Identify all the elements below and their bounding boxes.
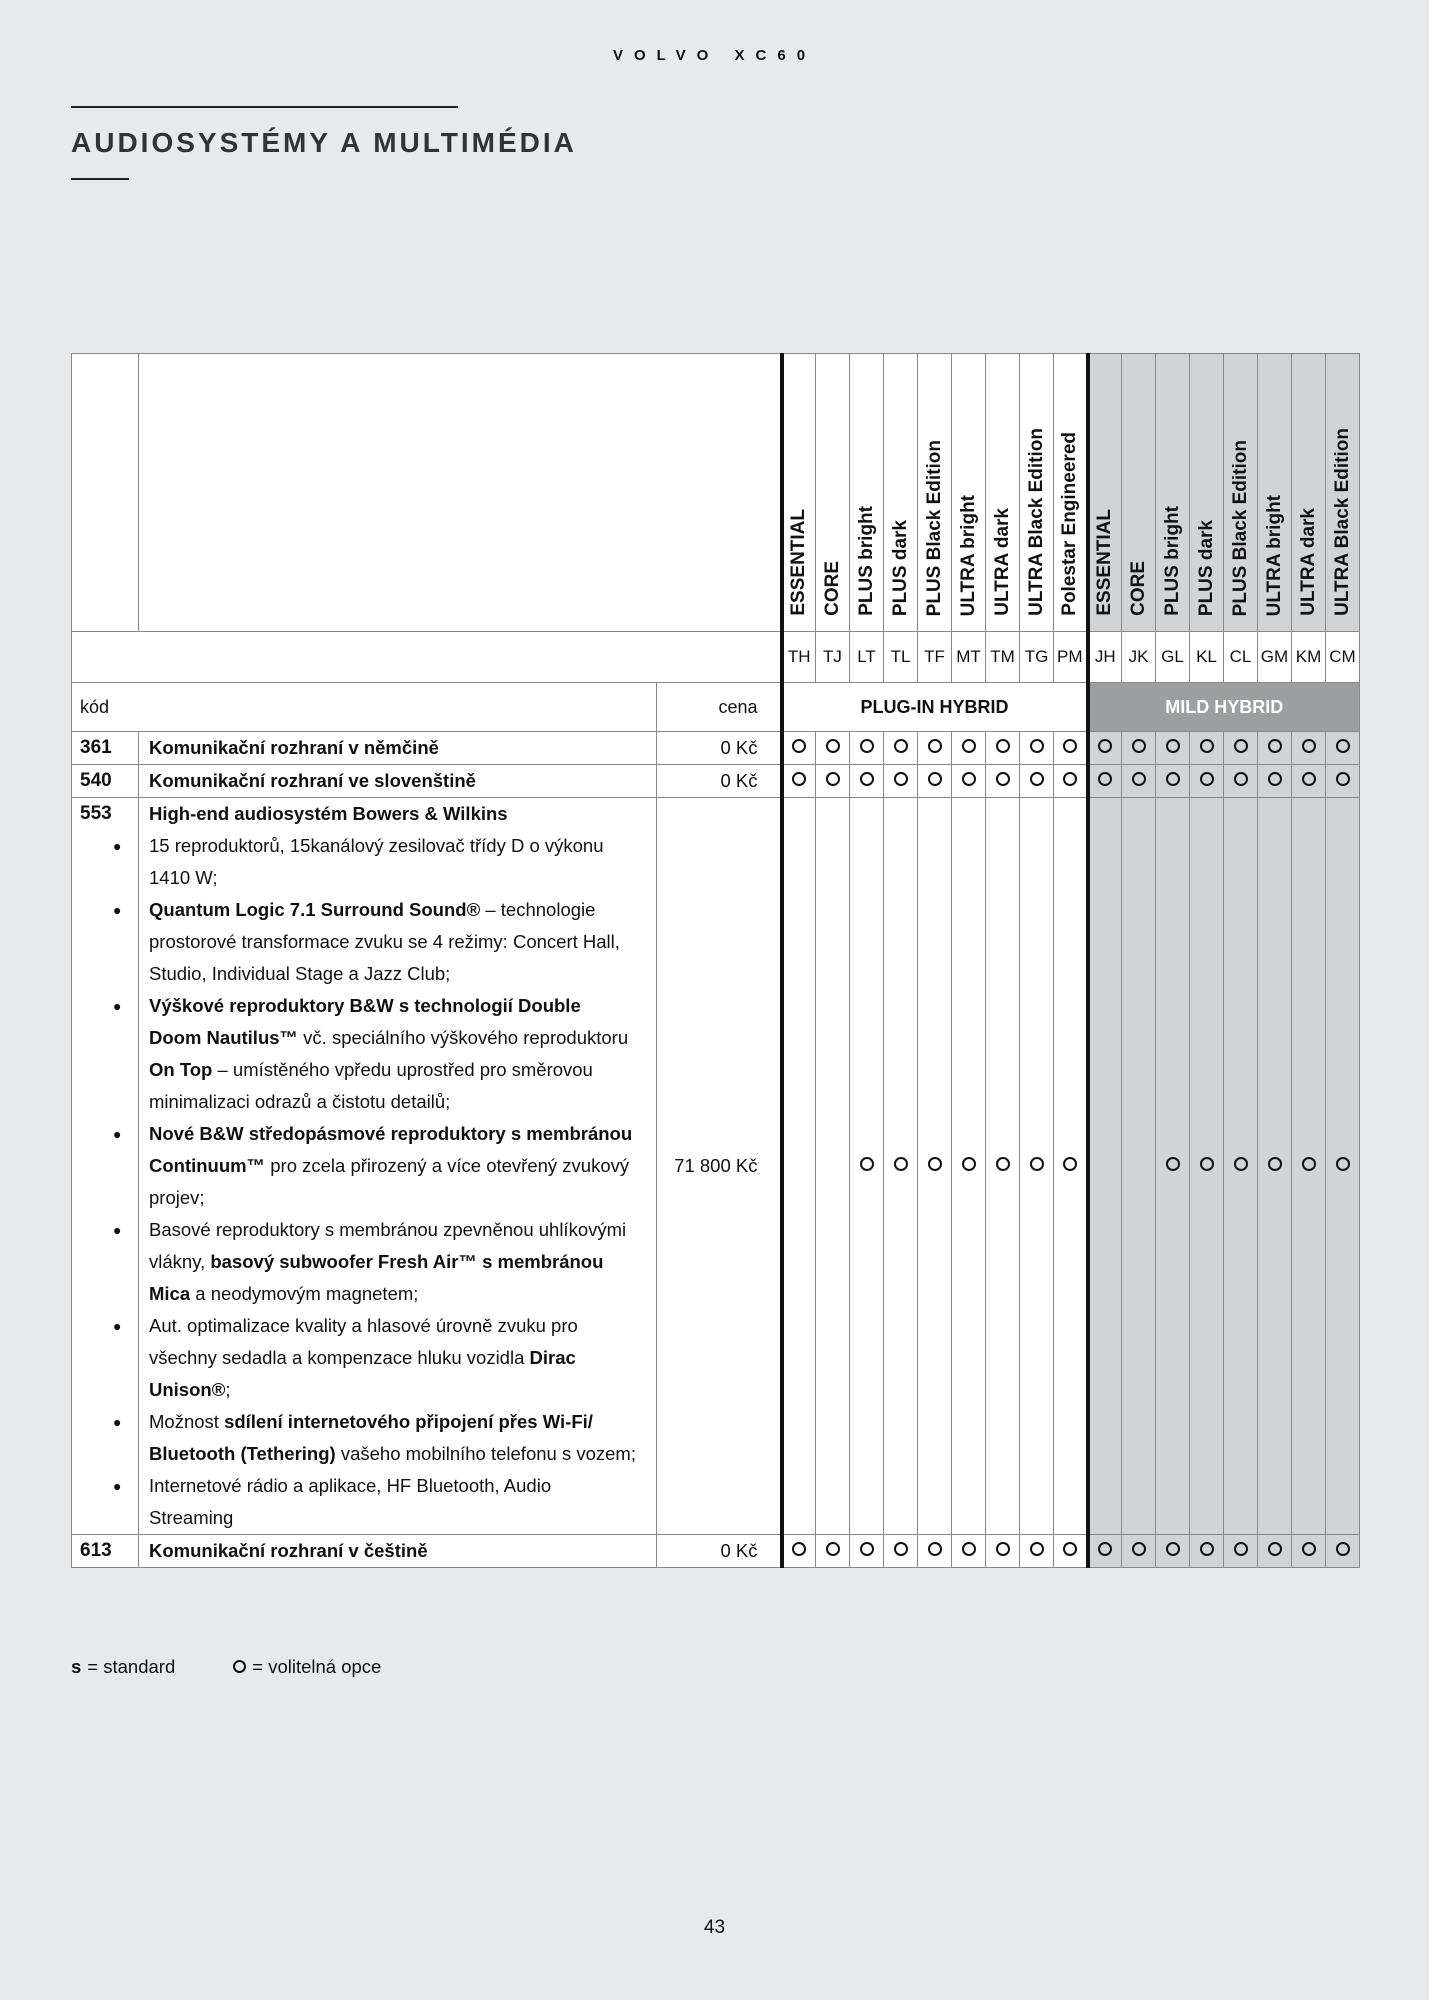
- availability-cell: [1020, 765, 1054, 798]
- option-code: [72, 732, 139, 765]
- code-row: [72, 632, 1360, 683]
- option-circle-icon: [962, 772, 976, 786]
- bullet-text: Dirac Unison®: [149, 1347, 576, 1400]
- option-circle-icon: [1268, 1542, 1282, 1556]
- availability-cell: [952, 732, 986, 765]
- availability-cell: [1292, 732, 1326, 765]
- option-circle-icon: [962, 1542, 976, 1556]
- availability-cell: [918, 765, 952, 798]
- availability-cell: [1088, 732, 1122, 765]
- bullet-icon: ●: [113, 1222, 122, 1238]
- option-circle-icon: [894, 1157, 908, 1171]
- trim-name: Polestar Engineered: [1058, 432, 1080, 616]
- bullet-icon: ●: [113, 902, 122, 918]
- availability-cell: [1088, 765, 1122, 798]
- option-circle-icon: [1030, 739, 1044, 753]
- trim-code: TJ: [816, 632, 850, 683]
- availability-cell: [850, 798, 884, 1535]
- availability-cell: [1326, 798, 1360, 1535]
- availability-cell: [782, 798, 816, 1535]
- bullet-item: [113, 1118, 656, 1214]
- bullet-text: Aut. optimalizace kvality a hlasové úrovně zvuku pro všechny sedadla a kompenzace hluku vozidla: [149, 1315, 578, 1368]
- option-circle-icon: [1200, 1157, 1214, 1171]
- option-price: 71 800 Kč: [657, 798, 782, 1535]
- divider: [71, 178, 129, 180]
- option-row: [72, 732, 1360, 765]
- trim-header: [1088, 354, 1122, 632]
- availability-cell: [816, 732, 850, 765]
- option-circle-icon: [1302, 772, 1316, 786]
- availability-cell: [1020, 732, 1054, 765]
- option-circle-icon: [1200, 1542, 1214, 1556]
- trim-code: JH: [1088, 632, 1122, 683]
- availability-cell: [1326, 1535, 1360, 1568]
- availability-cell: [952, 765, 986, 798]
- option-circle-icon: [1166, 1542, 1180, 1556]
- bullet-item: [113, 830, 656, 894]
- trim-header: [1258, 354, 1292, 632]
- option-circle-icon: [996, 772, 1010, 786]
- bullet-text: sdílení internetového připojení přes Wi-Fi/ Bluetooth (Tethering): [149, 1411, 593, 1464]
- availability-cell: [816, 765, 850, 798]
- equipment-table: [71, 353, 1360, 1568]
- option-circle-icon: [792, 739, 806, 753]
- availability-cell: [884, 798, 918, 1535]
- availability-cell: [918, 1535, 952, 1568]
- bullet-icon: ●: [113, 1318, 122, 1334]
- option-row: [72, 798, 1360, 1535]
- bullet-text: vč. speciálního výškového reproduktoru: [298, 1027, 629, 1048]
- availability-cell: [1156, 765, 1190, 798]
- availability-cell: [850, 1535, 884, 1568]
- availability-cell: [986, 732, 1020, 765]
- bullet-item: [113, 1470, 656, 1534]
- availability-cell: [1122, 732, 1156, 765]
- option-circle-icon: [1302, 1542, 1316, 1556]
- availability-cell: [1054, 798, 1088, 1535]
- availability-cell: [1054, 765, 1088, 798]
- option-circle-icon: [1234, 739, 1248, 753]
- trim-code: TM: [986, 632, 1020, 683]
- option-circle-icon: [1063, 1157, 1077, 1171]
- trim-code: TG: [1020, 632, 1054, 683]
- trim-name: PLUS bright: [1161, 506, 1183, 616]
- availability-cell: [952, 1535, 986, 1568]
- option-circle-icon: [792, 1542, 806, 1556]
- trim-name: ESSENTIAL: [1094, 509, 1116, 616]
- trim-name: ULTRA Black Edition: [1331, 428, 1353, 616]
- bullet-icon: ●: [113, 838, 122, 854]
- option-row: [72, 765, 1360, 798]
- brand-header: VOLVO XC60: [612, 47, 817, 64]
- trim-header: [884, 354, 918, 632]
- trim-code: JK: [1122, 632, 1156, 683]
- option-circle-icon: [1200, 739, 1214, 753]
- legend-standard-symbol: s: [71, 1656, 82, 1677]
- trim-header: [1190, 354, 1224, 632]
- option-circle-icon: [1132, 1542, 1146, 1556]
- option-title: Komunikační rozhraní ve slovenštině: [149, 770, 476, 791]
- option-description: [139, 765, 657, 798]
- option-circle-icon: [1030, 1157, 1044, 1171]
- trim-code: KL: [1190, 632, 1224, 683]
- option-circle-icon: [1063, 1542, 1077, 1556]
- bullet-text: Basové reproduktory s membránou zpevněnou uhlíkovými vlákny,: [149, 1219, 627, 1272]
- availability-cell: [884, 732, 918, 765]
- availability-cell: [1224, 1535, 1258, 1568]
- option-circle-icon: [1063, 739, 1077, 753]
- availability-cell: [1258, 732, 1292, 765]
- bullet-text: Možnost: [149, 1411, 225, 1432]
- option-circle-icon: [1166, 739, 1180, 753]
- option-circle-icon: [894, 739, 908, 753]
- option-circle-icon: [1030, 772, 1044, 786]
- trim-name: CORE: [821, 561, 843, 616]
- availability-cell: [1326, 732, 1360, 765]
- availability-cell: [816, 1535, 850, 1568]
- legend-option-label: = volitelná opce: [252, 1656, 382, 1677]
- bullet-text: Internetové rádio a aplikace, HF Bluetooth, Audio Streaming: [149, 1475, 552, 1528]
- bullet-text: ;: [225, 1379, 231, 1400]
- option-title: High-end audiosystém Bowers & Wilkins: [149, 803, 508, 824]
- availability-cell: [1224, 765, 1258, 798]
- availability-cell: [986, 798, 1020, 1535]
- divider: [71, 106, 458, 108]
- trim-name: PLUS dark: [889, 519, 911, 616]
- trim-header: [1224, 354, 1258, 632]
- bullet-text: – umístěného vpředu uprostřed pro směrovou minimalizaci odrazů a čistotu detailů;: [149, 1059, 593, 1112]
- availability-cell: [1258, 1535, 1292, 1568]
- option-price: 0 Kč: [657, 765, 782, 798]
- blank-cell: [139, 354, 782, 632]
- option-circle-icon: [1302, 739, 1316, 753]
- bullet-text: vašeho mobilního telefonu s vozem;: [335, 1443, 636, 1464]
- trim-code: LT: [850, 632, 884, 683]
- option-circle-icon: [996, 1157, 1010, 1171]
- trim-code: GL: [1156, 632, 1190, 683]
- trim-header: [1020, 354, 1054, 632]
- option-description: [113, 798, 657, 1535]
- availability-cell: [1258, 765, 1292, 798]
- availability-cell: [1292, 798, 1326, 1535]
- bullet-icon: ●: [113, 1478, 122, 1494]
- trim-code: KM: [1292, 632, 1326, 683]
- trim-header: [1292, 354, 1326, 632]
- option-circle-icon: [1302, 1157, 1316, 1171]
- availability-cell: [816, 798, 850, 1535]
- trim-name: PLUS bright: [855, 506, 877, 616]
- bullet-text: Výškové reproduktory B&W s technologií Double Doom Nautilus™: [149, 995, 581, 1048]
- option-price: 0 Kč: [657, 1535, 782, 1568]
- option-circle-icon: [1234, 1542, 1248, 1556]
- option-circle-icon: [860, 739, 874, 753]
- trim-header: [918, 354, 952, 632]
- option-circle-icon: [1132, 739, 1146, 753]
- trim-header: [986, 354, 1020, 632]
- trim-code: PM: [1054, 632, 1088, 683]
- header-row: [72, 354, 1360, 632]
- label-row: [72, 683, 1360, 732]
- availability-cell: [1054, 1535, 1088, 1568]
- bullet-text: – technologie prostorové transformace zvuku se 4 režimy: Concert Hall, Studio, Individual Stage a Jazz Club;: [149, 899, 620, 984]
- option-circle-icon: [1268, 772, 1282, 786]
- option-circle-icon: [996, 739, 1010, 753]
- option-circle-icon: [1098, 772, 1112, 786]
- bullet-item: [113, 1214, 656, 1310]
- availability-cell: [782, 732, 816, 765]
- option-circle-icon: [1098, 739, 1112, 753]
- option-circle-icon: [894, 1542, 908, 1556]
- bullet-text: basový subwoofer Fresh Air™ s membránou Mica: [149, 1251, 604, 1304]
- availability-cell: [1122, 798, 1156, 1535]
- option-circle-icon: [928, 1157, 942, 1171]
- option-circle-icon: [996, 1542, 1010, 1556]
- option-code-text: 613: [80, 1540, 112, 1561]
- option-circle-icon: [1268, 1157, 1282, 1171]
- trim-header: [1326, 354, 1360, 632]
- powertrain-plug-in-hybrid: PLUG-IN HYBRID: [782, 683, 1088, 732]
- availability-cell: [850, 765, 884, 798]
- option-circle-icon: [894, 772, 908, 786]
- trim-code: MT: [952, 632, 986, 683]
- trim-code: TF: [918, 632, 952, 683]
- availability-cell: [918, 798, 952, 1535]
- option-circle-icon: [962, 1157, 976, 1171]
- option-circle-icon: [1336, 1157, 1350, 1171]
- option-circle-icon: [1200, 772, 1214, 786]
- availability-cell: [1190, 765, 1224, 798]
- option-circle-icon: [860, 1157, 874, 1171]
- option-circle-icon: [1336, 1542, 1350, 1556]
- trim-code: CL: [1224, 632, 1258, 683]
- option-circle-icon: [826, 1542, 840, 1556]
- code-label-cell: [72, 683, 657, 732]
- bullet-icon: ●: [113, 1414, 122, 1430]
- availability-cell: [1190, 1535, 1224, 1568]
- bullet-text: a neodymovým magnetem;: [190, 1283, 419, 1304]
- availability-cell: [1190, 732, 1224, 765]
- trim-name: PLUS Black Edition: [1229, 439, 1251, 616]
- availability-cell: [1088, 1535, 1122, 1568]
- option-circle-icon: [826, 739, 840, 753]
- option-circle-icon: [1166, 772, 1180, 786]
- availability-cell: [782, 765, 816, 798]
- option-title: Komunikační rozhraní v češtině: [149, 1540, 428, 1561]
- availability-cell: [884, 1535, 918, 1568]
- option-circle-icon: [928, 739, 942, 753]
- legend: [71, 1656, 381, 1678]
- option-circle-icon: [928, 1542, 942, 1556]
- availability-cell: [850, 732, 884, 765]
- bullet-item: [113, 990, 656, 1118]
- availability-cell: [1292, 1535, 1326, 1568]
- bullet-icon: ●: [113, 998, 122, 1014]
- trim-name: ULTRA dark: [1297, 508, 1319, 616]
- option-description: [139, 1535, 657, 1568]
- option-description: [139, 732, 657, 765]
- bullet-text: Nové B&W středopásmové reproduktory s membránou Continuum™: [149, 1123, 633, 1176]
- availability-cell: [952, 798, 986, 1535]
- option-row: [72, 1535, 1360, 1568]
- availability-cell: [1156, 1535, 1190, 1568]
- availability-cell: [884, 765, 918, 798]
- option-circle-icon: [1030, 1542, 1044, 1556]
- page-number: 43: [703, 1917, 726, 1938]
- option-circle-icon: [826, 772, 840, 786]
- option-circle-icon: [1336, 772, 1350, 786]
- bullet-item: [113, 894, 656, 990]
- availability-cell: [1190, 798, 1224, 1535]
- trim-code: GM: [1258, 632, 1292, 683]
- trim-header: [1054, 354, 1088, 632]
- availability-cell: [1122, 1535, 1156, 1568]
- trim-header: [952, 354, 986, 632]
- bullet-item: [113, 1406, 656, 1470]
- availability-cell: [1020, 1535, 1054, 1568]
- blank-cell: [72, 632, 782, 683]
- blank-cell: [72, 354, 139, 632]
- trim-header: [816, 354, 850, 632]
- availability-cell: [986, 765, 1020, 798]
- availability-cell: [1326, 765, 1360, 798]
- availability-cell: [1088, 798, 1122, 1535]
- option-circle-icon: [962, 739, 976, 753]
- trim-name: PLUS Black Edition: [923, 439, 945, 616]
- option-circle-icon: [860, 772, 874, 786]
- trim-header: [1156, 354, 1190, 632]
- trim-code: TL: [884, 632, 918, 683]
- option-circle-icon: [860, 1542, 874, 1556]
- trim-code: TH: [782, 632, 816, 683]
- option-circle-icon: [1268, 739, 1282, 753]
- option-code: [72, 1535, 139, 1568]
- trim-header: [850, 354, 884, 632]
- bullet-text: On Top: [149, 1059, 213, 1080]
- availability-cell: [1156, 798, 1190, 1535]
- availability-cell: [1054, 732, 1088, 765]
- availability-cell: [1224, 798, 1258, 1535]
- availability-cell: [1292, 765, 1326, 798]
- bullet-icon: ●: [113, 1126, 122, 1142]
- trim-name: ULTRA Black Edition: [1025, 428, 1047, 616]
- trim-name: ULTRA bright: [957, 494, 979, 616]
- option-code-text: 361: [80, 737, 112, 758]
- availability-cell: [918, 732, 952, 765]
- code-label: kód: [80, 696, 110, 717]
- option-code-text: 540: [80, 770, 112, 791]
- bullet-text: pro zcela přirozený a více otevřený zvukový projev;: [149, 1155, 630, 1208]
- option-code: [72, 798, 139, 1535]
- option-circle-icon: [1063, 772, 1077, 786]
- trim-name: ULTRA dark: [991, 508, 1013, 616]
- availability-cell: [986, 1535, 1020, 1568]
- trim-header: [782, 354, 816, 632]
- bullet-text: 15 reproduktorů, 15kanálový zesilovač třídy D o výkonu 1410 W;: [149, 835, 604, 888]
- option-circle-icon: [792, 772, 806, 786]
- option-code-text: 553: [80, 803, 112, 824]
- trim-name: CORE: [1127, 561, 1149, 616]
- powertrain-mild-hybrid: MILD HYBRID: [1088, 683, 1360, 732]
- option-circle-icon: [1336, 739, 1350, 753]
- availability-cell: [1224, 732, 1258, 765]
- option-title: Komunikační rozhraní v němčině: [149, 737, 439, 758]
- bullet-item: [113, 1310, 656, 1406]
- bullet-text: Quantum Logic 7.1 Surround Sound®: [149, 899, 481, 920]
- availability-cell: [1156, 732, 1190, 765]
- option-circle-icon: [928, 772, 942, 786]
- option-circle-icon: [1166, 1157, 1180, 1171]
- trim-header: [1122, 354, 1156, 632]
- trim-name: ULTRA bright: [1263, 494, 1285, 616]
- availability-cell: [1122, 765, 1156, 798]
- availability-cell: [782, 1535, 816, 1568]
- legend-standard-label: = standard: [87, 1656, 176, 1677]
- price-label: cena: [657, 683, 782, 732]
- option-circle-icon: [1132, 772, 1146, 786]
- page-title: AUDIOSYSTÉMY A MULTIMÉDIA: [71, 127, 577, 158]
- option-circle-icon: [233, 1660, 246, 1673]
- option-circle-icon: [1098, 1542, 1112, 1556]
- availability-cell: [1258, 798, 1292, 1535]
- trim-name: ESSENTIAL: [788, 509, 810, 616]
- option-price: 0 Kč: [657, 732, 782, 765]
- option-circle-icon: [1234, 772, 1248, 786]
- trim-code: CM: [1326, 632, 1360, 683]
- trim-name: PLUS dark: [1195, 519, 1217, 616]
- option-code: [72, 765, 139, 798]
- option-circle-icon: [1234, 1157, 1248, 1171]
- availability-cell: [1020, 798, 1054, 1535]
